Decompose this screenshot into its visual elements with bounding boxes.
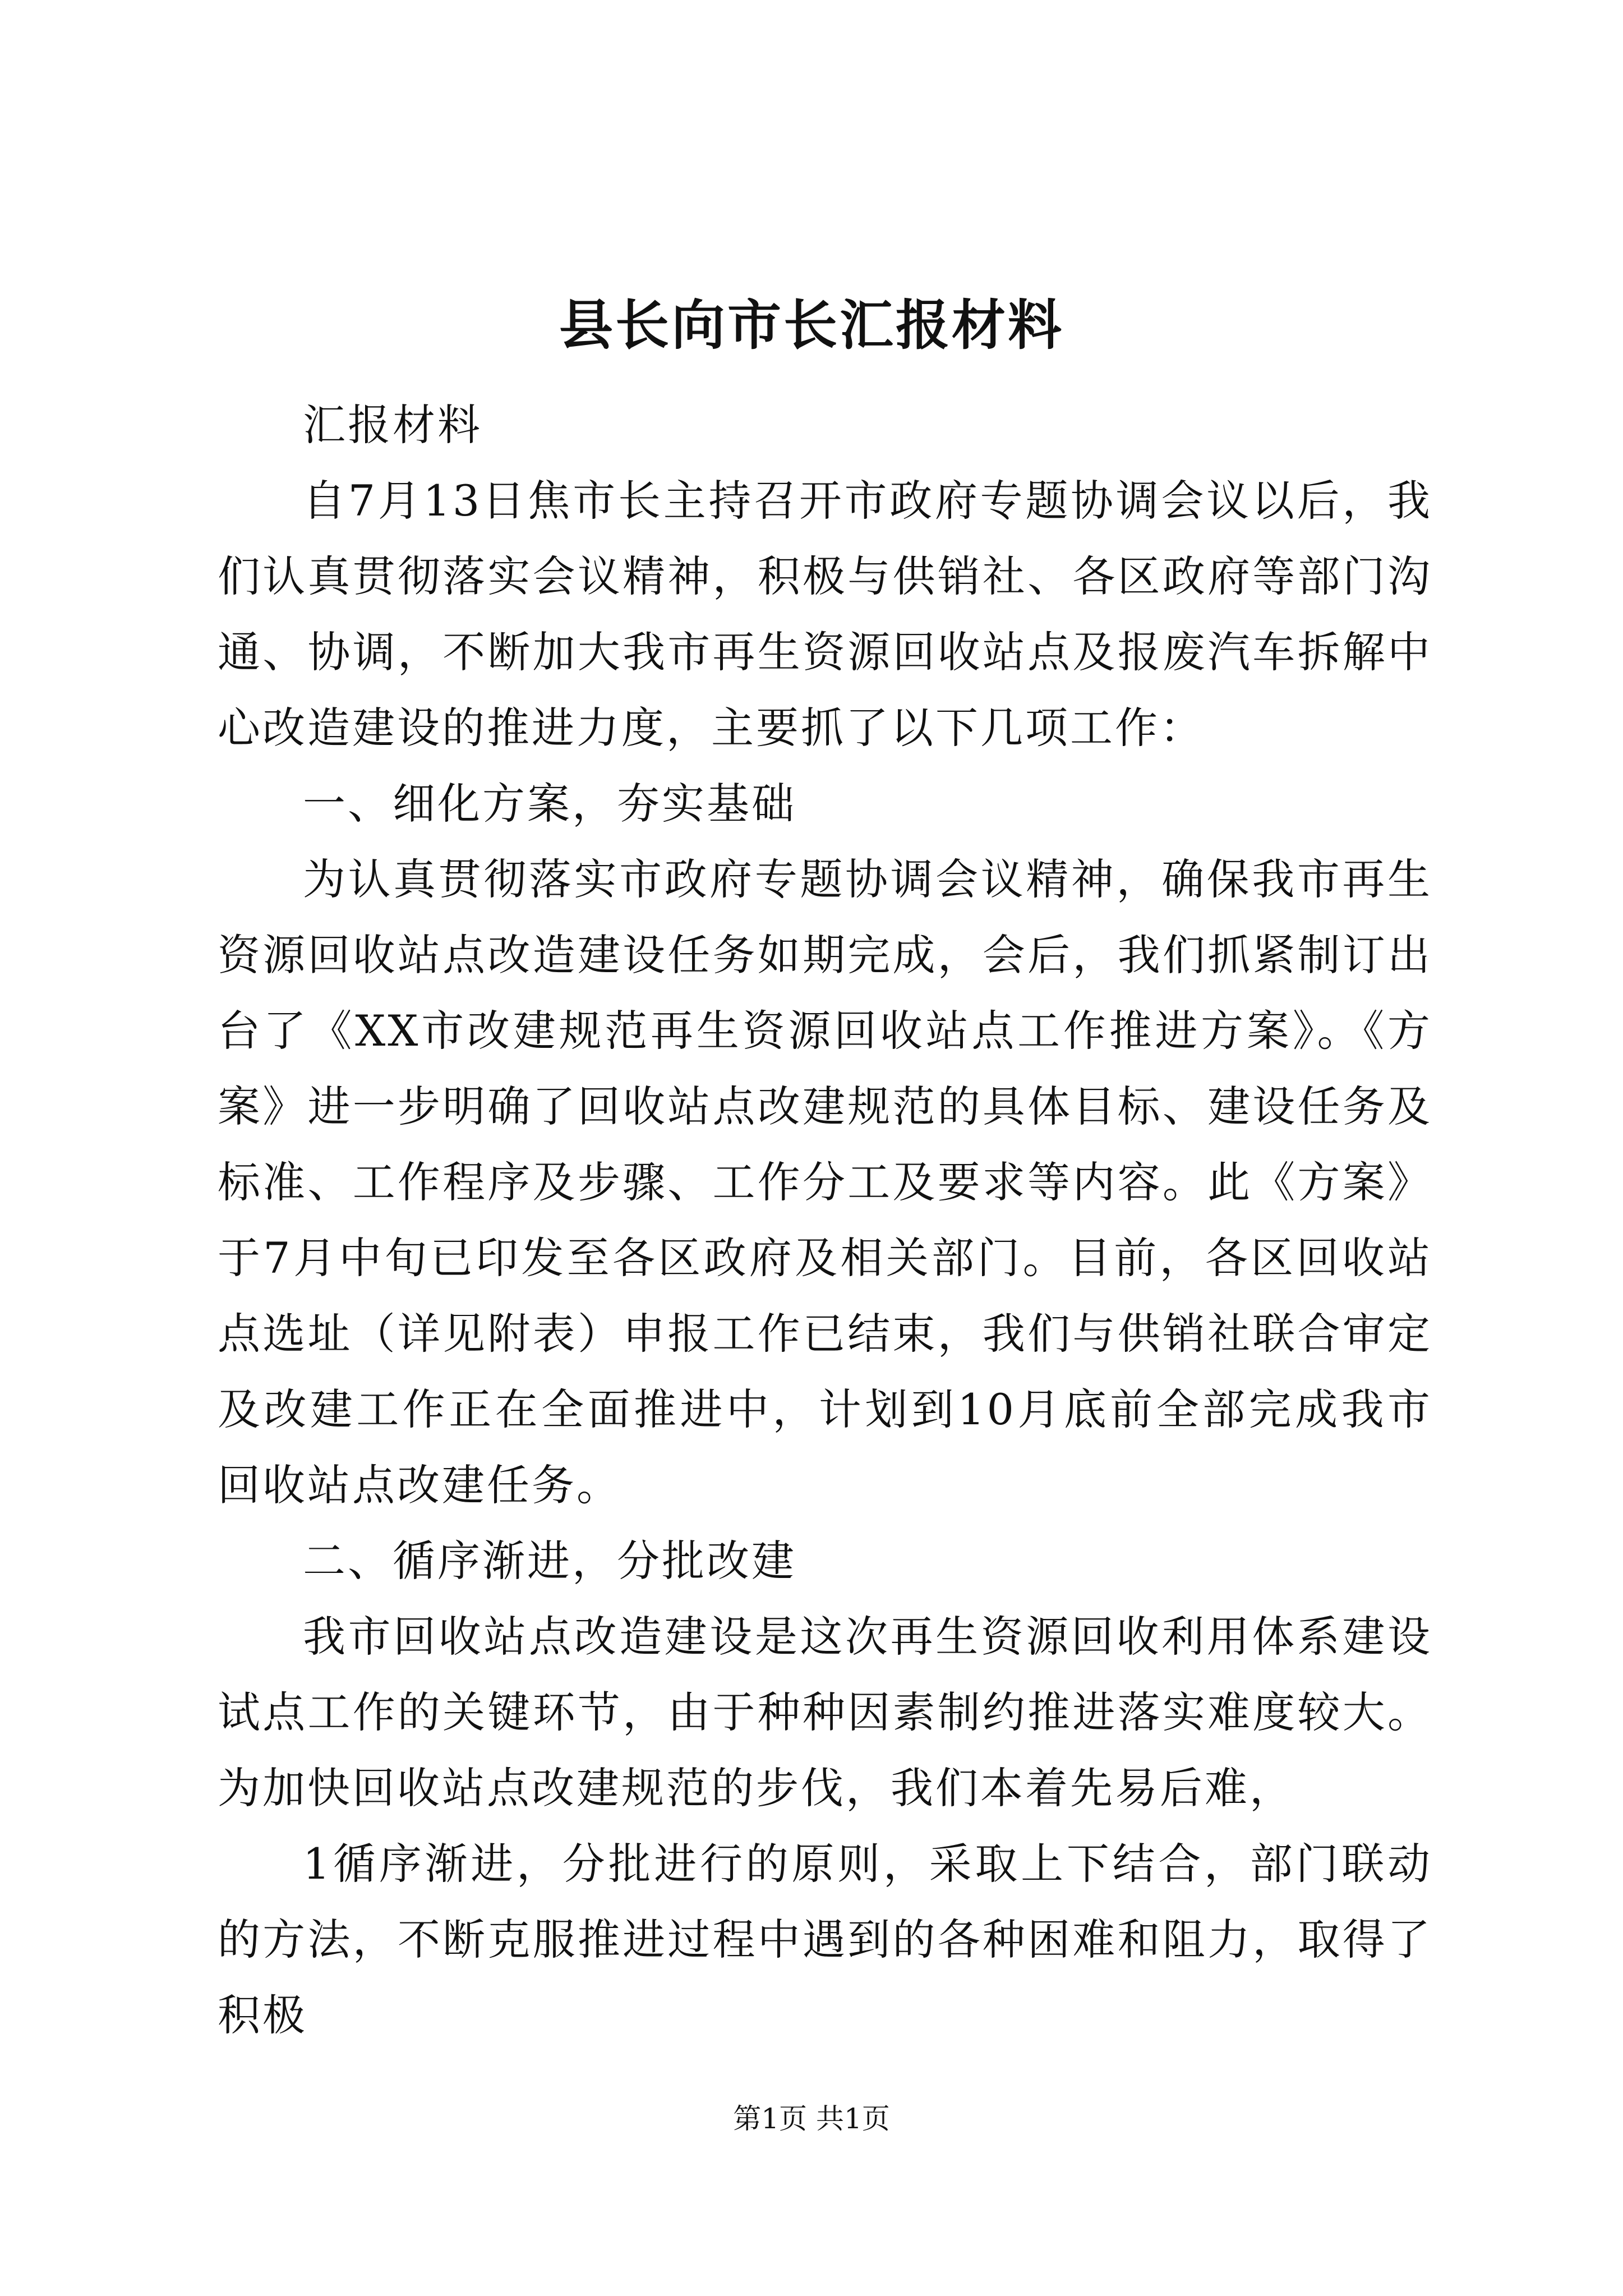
paragraph-heading-label: 汇报材料 — [303, 400, 482, 450]
section-heading-2: 二、循序渐进，分批改建 — [303, 1536, 796, 1586]
document-body — [218, 387, 1432, 2053]
paragraph-section-2-continued: 1循序渐进，分批进行的原则，采取上下结合，部门联动的方法，不断克服推进过程中遇到的各种困难和阻力，取得了积极 — [218, 1839, 1432, 2040]
page-footer: 第1页 共1页 — [733, 2102, 890, 2135]
paragraph-section-1: 为认真贯彻落实市政府专题协调会议精神，确保我市再生资源回收站点改造建设任务如期完成，会后，我们抓紧制订出台了《XX市改建规范再生资源回收站点工作推进方案》。《方案》进一步明确了回收站点改建规范的具体目标、建设任务及标准、工作程序及步骤、工作分工及要求等内容。此《方案》于7月中旬已印发至各区政府及相关部门。目前，各区回收站点选址（详见附表）申报工作已结束，我们与供销社联合审定及改建工作正在全面推进中，计划到10月底前全部完成我市回收站点改建任务。 — [218, 854, 1432, 1510]
paragraph-intro: 自7月13日焦市长主持召开市政府专题协调会议以后，我们认真贯彻落实会议精神，积极与供销社、各区政府等部门沟通、协调，不断加大我市再生资源回收站点及报废汽车拆解中心改造建设的推进力度，主要抓了以下几项工作： — [218, 476, 1432, 753]
paragraph-section-2: 我市回收站点改造建设是这次再生资源回收利用体系建设试点工作的关键环节，由于种种因素制约推进落实难度较大。为加快回收站点改建规范的步伐，我们本着先易后难， — [218, 1612, 1432, 1813]
document-title: 县长向市长汇报材料 — [559, 293, 1064, 357]
section-heading-1: 一、细化方案，夯实基础 — [303, 779, 796, 829]
